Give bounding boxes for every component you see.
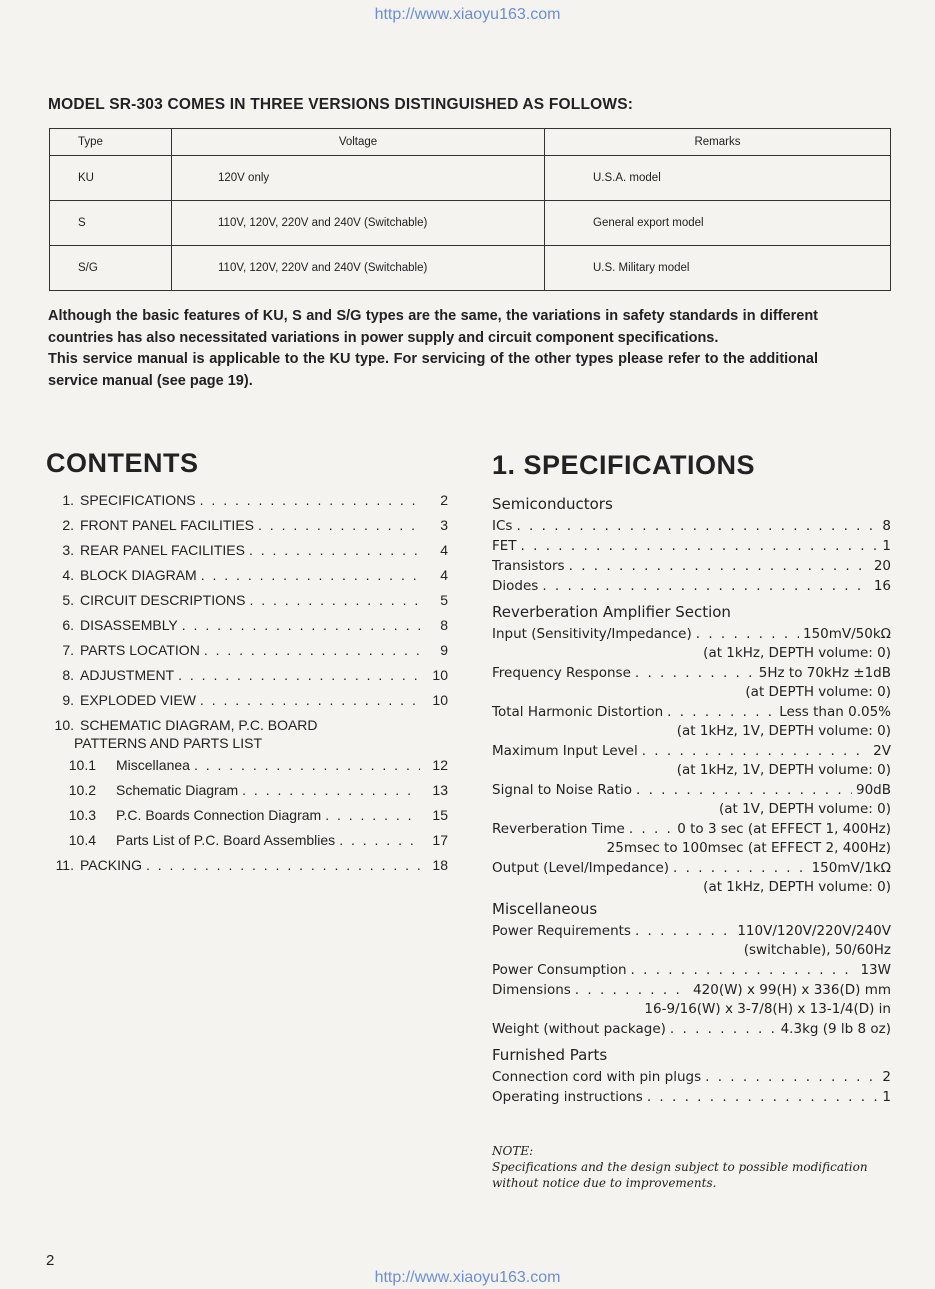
table-cell-voltage: 110V, 120V, 220V and 240V (Switchable) xyxy=(172,201,545,246)
spec-row xyxy=(492,556,891,576)
toc-number: 8. xyxy=(62,667,74,683)
toc-number: 7. xyxy=(62,642,74,658)
toc-leader xyxy=(258,517,420,533)
toc-number: 10.3 xyxy=(68,807,96,823)
spec-row xyxy=(492,960,891,980)
reverb-heading: Reverberation Amplifier Section xyxy=(492,603,731,621)
column-header-remarks: Remarks xyxy=(545,129,891,156)
semiconductors-heading: Semiconductors xyxy=(492,495,613,513)
toc-number: 10.2 xyxy=(68,782,96,798)
spec-value: 110V/120V/220V/240V xyxy=(737,923,891,939)
spec-key: Weight (without package) xyxy=(492,1021,666,1037)
spec-key: Output (Level/Impedance) xyxy=(492,860,670,876)
spec-key: Reverberation Time xyxy=(492,821,625,837)
table-cell-remarks: General export model xyxy=(545,201,891,246)
spec-row xyxy=(492,780,891,800)
miscellaneous-heading: Miscellaneous xyxy=(492,900,598,918)
toc-number: 2. xyxy=(62,517,74,533)
spec-value: 150mV/50kΩ xyxy=(802,626,891,642)
page-number: 2 xyxy=(46,1252,55,1269)
spec-leader xyxy=(516,516,878,536)
spec-row xyxy=(492,516,891,536)
toc-leader xyxy=(178,667,420,683)
table-cell-remarks: U.S. Military model xyxy=(545,246,891,291)
toc-item[interactable] xyxy=(46,692,448,717)
spec-key: Power Requirements xyxy=(492,923,631,939)
spec-value: 420(W) x 99(H) x 336(D) mm xyxy=(693,982,891,998)
spec-condition: (at 1kHz, DEPTH volume: 0) xyxy=(703,879,891,895)
spec-condition: (switchable), 50/60Hz xyxy=(743,942,891,958)
toc-item[interactable] xyxy=(46,717,448,757)
versions-table xyxy=(49,128,891,291)
toc-number: 10.4 xyxy=(68,832,96,848)
spec-value: 20 xyxy=(873,558,891,574)
spec-row xyxy=(492,1067,891,1087)
table-cell-remarks: U.S.A. model xyxy=(545,156,891,201)
spec-value: Less than 0.05% xyxy=(779,704,891,720)
toc-item[interactable] xyxy=(46,667,448,692)
toc-subitem[interactable] xyxy=(46,782,448,807)
toc-page: 3 xyxy=(440,517,448,533)
toc-label: BLOCK DIAGRAM xyxy=(80,567,197,583)
spec-leader xyxy=(629,819,673,839)
toc-page: 13 xyxy=(432,782,448,798)
toc-item[interactable] xyxy=(46,642,448,667)
spec-leader xyxy=(705,1067,878,1087)
spec-row xyxy=(492,858,891,878)
header-url[interactable]: http://www.xiaoyu163.com xyxy=(374,6,561,23)
toc-page: 10 xyxy=(432,667,448,683)
spec-leader xyxy=(673,858,808,878)
spec-condition: (at 1kHz, DEPTH volume: 0) xyxy=(703,645,891,661)
toc-page: 17 xyxy=(432,832,448,848)
spec-condition: (at 1kHz, 1V, DEPTH volume: 0) xyxy=(676,762,891,778)
toc-label: SCHEMATIC DIAGRAM, P.C. BOARD xyxy=(80,717,318,733)
spec-leader xyxy=(521,536,879,556)
table-cell-type: S/G xyxy=(50,246,172,291)
toc-label: ADJUSTMENT xyxy=(80,667,175,683)
table-cell-type: KU xyxy=(50,156,172,201)
spec-value: 2V xyxy=(873,743,891,759)
table-row xyxy=(50,246,891,291)
spec-row xyxy=(492,1019,891,1039)
spec-key: Maximum Input Level xyxy=(492,743,638,759)
table-of-contents xyxy=(46,492,448,882)
intro-paragraph-2: This service manual is applicable to the KU type. For servicing of the other types please refer to the additional service manual (see page 19). xyxy=(48,351,818,389)
toc-item[interactable] xyxy=(46,857,448,882)
toc-leader xyxy=(339,832,420,848)
spec-key: Total Harmonic Distortion xyxy=(492,704,664,720)
toc-label: Parts List of P.C. Board Assemblies xyxy=(116,832,336,848)
toc-number: 4. xyxy=(62,567,74,583)
toc-number: 10.1 xyxy=(68,757,96,773)
toc-number: 3. xyxy=(62,542,74,558)
toc-label: SPECIFICATIONS xyxy=(80,492,196,508)
table-header-row xyxy=(50,129,891,156)
toc-leader xyxy=(204,642,420,658)
toc-leader xyxy=(200,692,420,708)
spec-condition: 25msec to 100msec (at EFFECT 2, 400Hz) xyxy=(606,840,891,856)
toc-item[interactable] xyxy=(46,617,448,642)
footer-url[interactable]: http://www.xiaoyu163.com xyxy=(374,1269,561,1286)
spec-key: Power Consumption xyxy=(492,962,627,978)
toc-page: 9 xyxy=(440,642,448,658)
toc-number: 11. xyxy=(55,857,74,873)
spec-value: 150mV/1kΩ xyxy=(811,860,891,876)
spec-row xyxy=(492,702,891,722)
spec-key: FET xyxy=(492,538,517,554)
spec-row xyxy=(492,576,891,596)
spec-leader xyxy=(636,780,852,800)
spec-key: Operating instructions xyxy=(492,1089,643,1105)
toc-page: 18 xyxy=(432,857,448,873)
specifications-title: 1. SPECIFICATIONS xyxy=(492,450,756,480)
toc-page: 2 xyxy=(440,492,448,508)
spec-value: 16 xyxy=(873,578,891,594)
toc-number: 5. xyxy=(62,592,74,608)
spec-value: 0 to 3 sec (at EFFECT 1, 400Hz) xyxy=(677,821,891,837)
column-header-voltage: Voltage xyxy=(172,129,545,156)
spec-condition: (at 1V, DEPTH volume: 0) xyxy=(719,801,891,817)
spec-row xyxy=(492,921,891,941)
toc-page: 12 xyxy=(432,757,448,773)
toc-label-continued: PATTERNS AND PARTS LIST xyxy=(74,735,263,751)
toc-label: FRONT PANEL FACILITIES xyxy=(80,517,255,533)
spec-leader xyxy=(642,741,869,761)
spec-leader xyxy=(569,556,870,576)
toc-item[interactable] xyxy=(46,567,448,592)
toc-label: PARTS LOCATION xyxy=(80,642,200,658)
spec-key: ICs xyxy=(492,518,513,534)
toc-label: PACKING xyxy=(80,857,142,873)
spec-leader xyxy=(667,702,775,722)
spec-value: 2 xyxy=(882,1069,891,1085)
spec-condition: 16-9/16(W) x 3-7/8(H) x 13-1/4(D) in xyxy=(644,1001,891,1017)
spec-leader xyxy=(670,1019,777,1039)
toc-item[interactable] xyxy=(46,492,448,517)
toc-leader xyxy=(194,757,420,773)
spec-leader xyxy=(631,960,857,980)
spec-row xyxy=(492,741,891,761)
toc-page: 4 xyxy=(440,542,448,558)
spec-key: Diodes xyxy=(492,578,539,594)
specifications-list xyxy=(492,492,891,1107)
toc-label: REAR PANEL FACILITIES xyxy=(80,542,245,558)
toc-leader xyxy=(146,857,420,873)
spec-condition: (at 1kHz, 1V, DEPTH volume: 0) xyxy=(676,723,891,739)
toc-page: 5 xyxy=(440,592,448,608)
spec-key: Connection cord with pin plugs xyxy=(492,1069,702,1085)
spec-leader xyxy=(647,1087,879,1107)
spec-value: 90dB xyxy=(855,782,891,798)
toc-label: P.C. Boards Connection Diagram xyxy=(116,807,322,823)
table-row xyxy=(50,156,891,201)
table-cell-type: S xyxy=(50,201,172,246)
spec-leader xyxy=(696,624,799,644)
toc-leader xyxy=(201,567,420,583)
spec-value: 1 xyxy=(882,538,891,554)
toc-label: Miscellanea xyxy=(116,757,190,773)
table-cell-voltage: 110V, 120V, 220V and 240V (Switchable) xyxy=(172,246,545,291)
toc-label: CIRCUIT DESCRIPTIONS xyxy=(80,592,246,608)
spec-leader xyxy=(635,921,733,941)
toc-subitem[interactable] xyxy=(46,807,448,832)
toc-subitem[interactable] xyxy=(46,757,448,782)
spec-key: Signal to Noise Ratio xyxy=(492,782,633,798)
spec-leader xyxy=(635,663,755,683)
toc-label: Schematic Diagram xyxy=(116,782,239,798)
toc-label: DISASSEMBLY xyxy=(80,617,178,633)
spec-row xyxy=(492,624,891,644)
toc-item[interactable] xyxy=(46,592,448,617)
toc-leader xyxy=(200,492,420,508)
note-block xyxy=(492,1143,892,1191)
spec-row xyxy=(492,536,891,556)
versions-heading: MODEL SR-303 COMES IN THREE VERSIONS DISTINGUISHED AS FOLLOWS: xyxy=(48,96,634,113)
spec-leader xyxy=(542,576,869,596)
spec-value: 4.3kg (9 lb 8 oz) xyxy=(780,1021,891,1037)
toc-number: 1. xyxy=(62,492,74,508)
spec-value: 5Hz to 70kHz ±1dB xyxy=(758,665,891,681)
column-header-type: Type xyxy=(50,129,172,156)
toc-leader xyxy=(249,592,420,608)
toc-leader xyxy=(182,617,420,633)
spec-key: Frequency Response xyxy=(492,665,631,681)
note-title: NOTE: xyxy=(492,1144,534,1158)
intro-paragraph-1: Although the basic features of KU, S and S/G types are the same, the variations in safety standards in different countries has also necessitated variations in power supply and circuit component specifications. xyxy=(48,308,818,346)
toc-item[interactable] xyxy=(46,517,448,542)
table-row xyxy=(50,201,891,246)
spec-row xyxy=(492,980,891,1000)
spec-condition: (at DEPTH volume: 0) xyxy=(745,684,891,700)
toc-page: 15 xyxy=(432,807,448,823)
toc-item[interactable] xyxy=(46,542,448,567)
spec-key: Transistors xyxy=(492,558,565,574)
toc-leader xyxy=(325,807,420,823)
toc-page: 10 xyxy=(432,692,448,708)
contents-title: CONTENTS xyxy=(46,448,199,478)
spec-key: Input (Sensitivity/Impedance) xyxy=(492,626,692,642)
intro-text xyxy=(48,306,818,392)
furnished-parts-heading: Furnished Parts xyxy=(492,1046,608,1064)
spec-key: Dimensions xyxy=(492,982,571,998)
toc-leader xyxy=(249,542,420,558)
spec-value: 1 xyxy=(882,1089,891,1105)
toc-number: 9. xyxy=(62,692,74,708)
spec-row xyxy=(492,1087,891,1107)
spec-leader xyxy=(575,980,689,1000)
note-text: Specifications and the design subject to possible modification without notice due to improvements. xyxy=(492,1160,868,1190)
toc-leader xyxy=(242,782,420,798)
toc-number: 6. xyxy=(62,617,74,633)
toc-number: 10. xyxy=(54,717,74,733)
toc-label: EXPLODED VIEW xyxy=(80,692,196,708)
table-cell-voltage: 120V only xyxy=(172,156,545,201)
spec-value: 8 xyxy=(882,518,891,534)
toc-subitem[interactable] xyxy=(46,832,448,857)
spec-value: 13W xyxy=(860,962,891,978)
toc-page: 4 xyxy=(440,567,448,583)
spec-row xyxy=(492,819,891,839)
toc-page: 8 xyxy=(440,617,448,633)
spec-row xyxy=(492,663,891,683)
